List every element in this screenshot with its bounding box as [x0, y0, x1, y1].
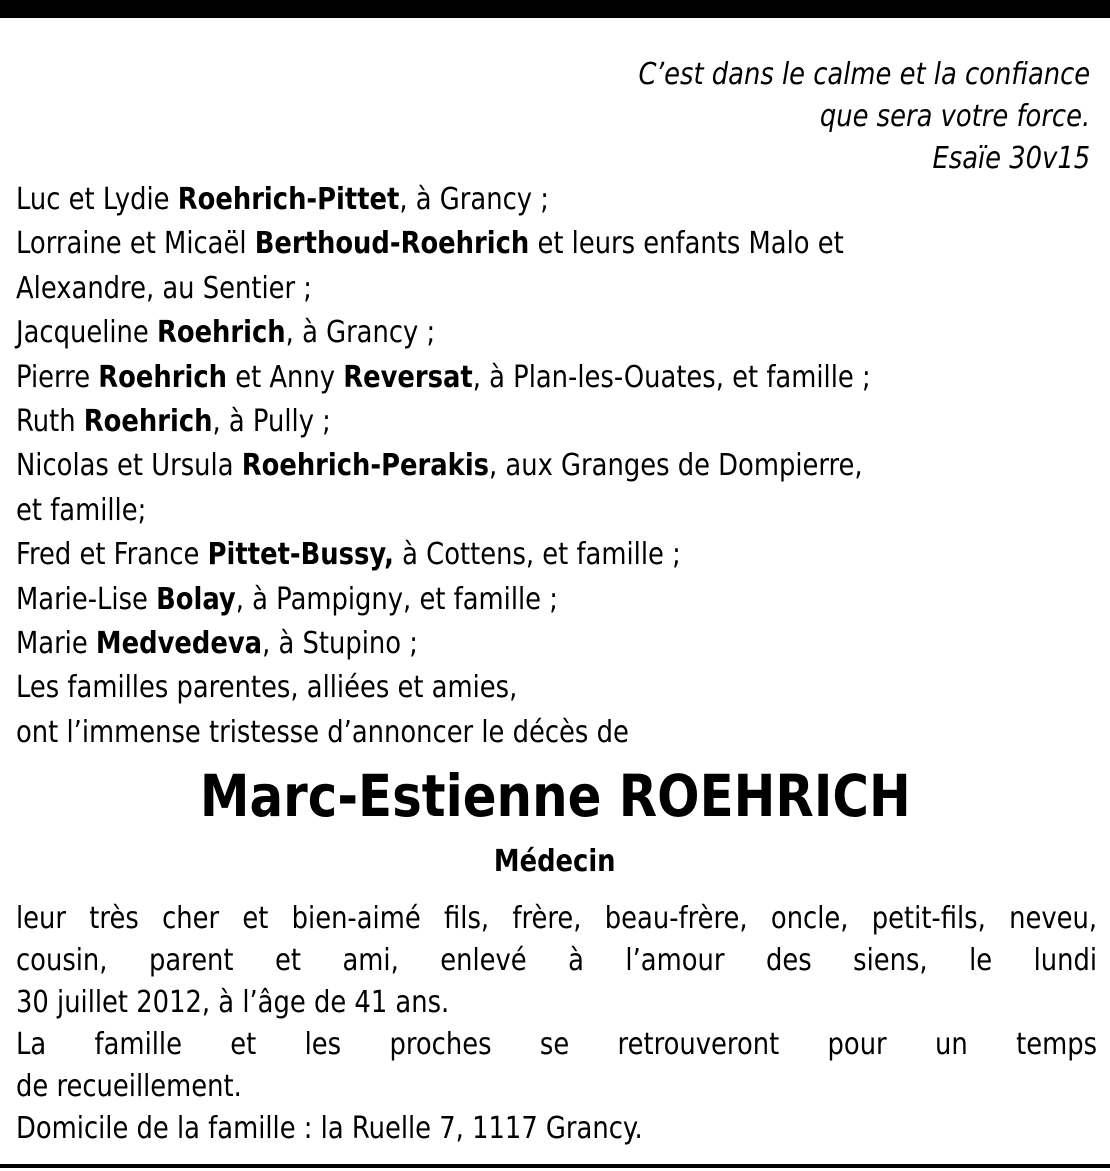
family-address: Domicile de la famille : la Ruelle 7, 1117 Grancy. — [16, 1111, 643, 1146]
body-line: 30 juillet 2012, à l’âge de 41 ans. — [16, 985, 450, 1020]
family-surname: Roehrich-Perakis — [241, 448, 490, 484]
body-line: de recueillement. — [16, 1069, 242, 1104]
announcement-body — [16, 898, 1097, 1150]
family-surname: Roehrich — [83, 404, 213, 440]
family-line: ont l’immense tristesse d’annoncer le décès de — [16, 714, 629, 750]
family-surname: Roehrich — [156, 315, 286, 351]
bible-quote — [638, 54, 1090, 180]
family-line: Les familles parentes, alliées et amies, — [16, 670, 518, 706]
family-line: Fred et France Pittet-Bussy, à Cottens, et famille ; — [16, 537, 681, 573]
deceased-name: Marc-Estienne ROEHRICH — [199, 762, 911, 830]
family-line: Nicolas et Ursula Roehrich-Perakis, aux Granges de Dompierre, — [16, 448, 863, 484]
deceased-profession: Médecin — [494, 844, 616, 879]
family-line: Pierre Roehrich et Anny Reversat, à Plan-les-Ouates, et famille ; — [16, 359, 871, 395]
family-surname: Pittet-Bussy, — [207, 537, 394, 573]
body-line: leur très cher et bien-aimé fils, frère, beau-frère, oncle, petit-fils, neveu, — [16, 901, 1098, 936]
body-line: cousin, parent et ami, enlevé à l’amour des siens, le lundi — [16, 943, 1098, 978]
family-surname: Reversat — [343, 359, 473, 395]
body-line: La famille et les proches se retrouveront pour un temps — [16, 1027, 1098, 1062]
quote-line-1: C’est dans le calme et la confiance — [638, 57, 1090, 92]
family-line: Alexandre, au Sentier ; — [16, 270, 312, 306]
family-line: et famille; — [16, 492, 147, 528]
family-surname: Roehrich — [98, 359, 227, 395]
family-line: Jacqueline Roehrich, à Grancy ; — [16, 315, 436, 351]
family-line: Marie Medvedeva, à Stupino ; — [16, 626, 418, 662]
top-border-rule — [0, 0, 1110, 18]
family-surname: Medvedeva — [95, 626, 263, 662]
family-line: Lorraine et Micaël Berthoud-Roehrich et leurs enfants Malo et — [16, 226, 844, 262]
family-list — [16, 178, 971, 755]
family-surname: Roehrich-Pittet — [177, 182, 400, 217]
family-surname: Berthoud-Roehrich — [254, 226, 530, 262]
family-line: Ruth Roehrich, à Pully ; — [16, 404, 331, 440]
quote-reference: Esaïe 30v15 — [932, 141, 1090, 176]
family-line: Marie-Lise Bolay, à Pampigny, et famille ; — [16, 581, 558, 617]
family-line: Luc et Lydie Roehrich-Pittet, à Grancy ; — [16, 182, 549, 217]
quote-line-2: que sera votre force. — [819, 99, 1090, 134]
family-surname: Bolay — [156, 581, 236, 617]
bottom-border-rule — [0, 1164, 1110, 1168]
